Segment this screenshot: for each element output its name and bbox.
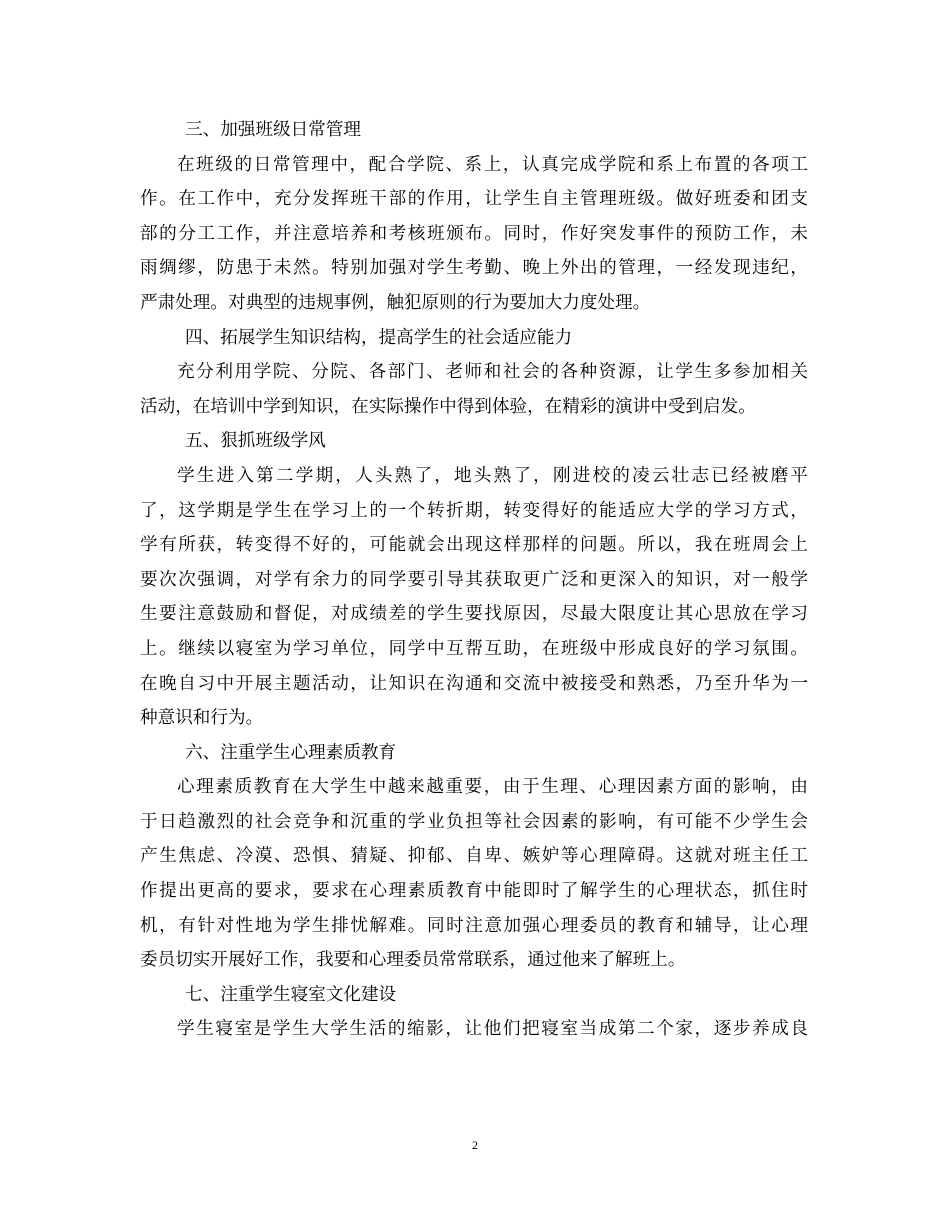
- section-heading-6: 六、注重学生心理素质教育: [185, 742, 397, 763]
- paragraph-line: 在班级的日常管理中，配合学院、系上，认真完成学院和系上布置的各项工: [177, 154, 808, 175]
- page-body: [140, 113, 808, 1047]
- section-heading-3: 三、加强班级日常管理: [185, 120, 361, 140]
- paragraph-line: 种意识和行为。: [140, 708, 264, 729]
- paragraph-line: 要次次强调，对学有余力的同学要引导其获取更广泛和更深入的知识，对一般学: [140, 569, 808, 590]
- paragraph-line: 了，这学期是学生在学习上的一个转折期，转变得好的能适应大学的学习方式，: [140, 500, 808, 521]
- page-number: 2: [472, 1138, 478, 1152]
- section-heading-5: 五、狠抓班级学风: [185, 431, 326, 452]
- paragraph-line: 学生进入第二学期，人头熟了，地头熟了，刚进校的凌云壮志已经被磨平: [177, 465, 808, 486]
- paragraph-line: 学生寝室是学生大学生活的缩影，让他们把寝室当成第二个家，逐步养成良: [177, 1019, 808, 1040]
- paragraph-line: 于日趋激烈的社会竞争和沉重的学业负担等社会因素的影响，有可能不少学生会: [140, 811, 808, 832]
- paragraph-line: 活动，在培训中学到知识，在实际操作中得到体验，在精彩的演讲中受到启发。: [140, 396, 756, 417]
- paragraph-line: 在晚自习中开展主题活动，让知识在沟通和交流中被接受和熟悉，乃至升华为一: [140, 673, 808, 694]
- paragraph-line: 学有所获，转变得不好的，可能就会出现这样那样的问题。所以，我在班周会上: [140, 535, 808, 556]
- paragraph-line: 充分利用学院、分院、各部门、老师和社会的各种资源，让学生多参加相关: [177, 362, 808, 383]
- paragraph-line: 委员切实开展好工作，我要和心理委员常常联系，通过他来了解班上。: [140, 950, 686, 971]
- paragraph-line: 部的分工工作，并注意培养和考核班颁布。同时，作好突发事件的预防工作，未: [140, 223, 808, 244]
- paragraph-line: 上。继续以寝室为学习单位，同学中互帮互助，在班级中形成良好的学习氛围。: [140, 638, 808, 659]
- paragraph-line: 严肃处理。对典型的违规事例，触犯原则的行为要加大力度处理。: [140, 292, 651, 313]
- section-heading-7: 七、注重学生寝室文化建设: [185, 984, 397, 1005]
- paragraph-line: 作提出更高的要求，要求在心理素质教育中能即时了解学生的心理状态，抓住时: [140, 881, 808, 902]
- paragraph-line: 雨绸缪，防患于未然。特别加强对学生考勤、晚上外出的管理，一经发现违纪，: [140, 258, 808, 279]
- paragraph-line: 心理素质教育在大学生中越来越重要，由于生理、心理因素方面的影响，由: [177, 777, 808, 798]
- paragraph-line: 作。在工作中，充分发挥班干部的作用，让学生自主管理班级。做好班委和团支: [140, 189, 808, 210]
- paragraph-line: 机，有针对性地为学生排忧解难。同时注意加强心理委员的教育和辅导，让心理: [140, 915, 808, 936]
- paragraph-line: 产生焦虑、冷漠、恐惧、猜疑、抑郁、自卑、嫉妒等心理障碍。这就对班主任工: [140, 846, 808, 867]
- section-heading-4: 四、拓展学生知识结构，提高学生的社会适应能力: [185, 327, 573, 348]
- paragraph-line: 生要注意鼓励和督促，对成绩差的学生要找原因，尽最大限度让其心思放在学习: [140, 604, 808, 625]
